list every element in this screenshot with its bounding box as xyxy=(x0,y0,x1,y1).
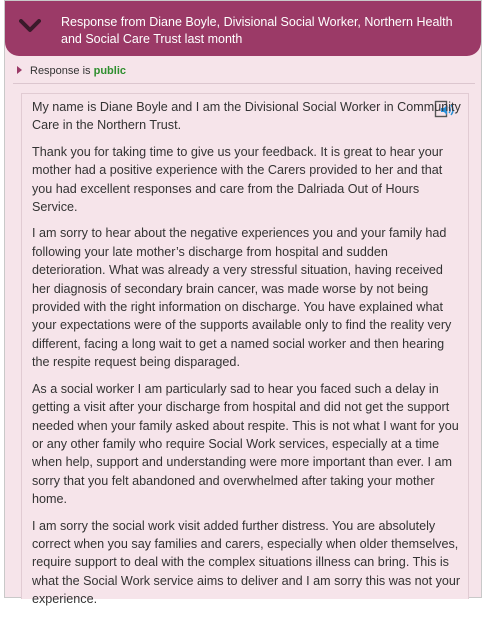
chevron-down-icon[interactable] xyxy=(19,19,41,33)
paragraph: I am sorry the social work visit added further distress. You are absolutely correct when you say families and carers, especially when older themselves, require support to deal with the complex situations illness can bring. This is what the Social Work service aims to deliver and I am sorry this was not your experience. xyxy=(32,518,461,607)
status-label: Response is xyxy=(30,65,91,77)
status-badge: public xyxy=(93,65,126,77)
paragraph: My name is Diane Boyle and I am the Divisional Social Worker in Community Care in the Northern Trust. xyxy=(32,100,461,133)
paragraph: Thank you for taking time to give us your feedback. It is great to hear your mother had a positive experience with the Carers provided to her and that you had excellent responses and care from the Dalriada Out of Hours Service. xyxy=(32,144,443,215)
response-panel xyxy=(4,0,482,607)
paragraph: As a social worker I am particularly sad to hear you faced such a delay in getting a visit after your discharge from hospital and did not get the support needed when your family asked about respite. This is not what I want for you or any other family who require Social Work services, especially at a time when help, support and understanding were more important than ever. I am sorry that you felt abandoned and overwhelmed after taking your mother home. xyxy=(32,381,459,507)
response-body xyxy=(21,93,469,607)
response-header[interactable] xyxy=(5,1,481,56)
paragraph: I am sorry to hear about the negative experiences you and your family had following your late mother’s discharge from hospital and sudden deterioration. What was already a very stressful situation, having received her diagnosis of secondary brain cancer, was made worse by not being provided with the right information on discharge. You have explained what your expectations were of the supports available only to find the reality very different, facing a long wait to get a named social worker and then hearing the respite request being disparaged. xyxy=(32,226,452,370)
caret-right-icon xyxy=(17,66,22,74)
response-status xyxy=(17,63,126,79)
divider xyxy=(13,83,475,84)
response-text xyxy=(32,98,462,617)
response-title: Response from Diane Boyle, Divisional Social Worker, Northern Health and Social Care Trust last month xyxy=(61,15,453,46)
